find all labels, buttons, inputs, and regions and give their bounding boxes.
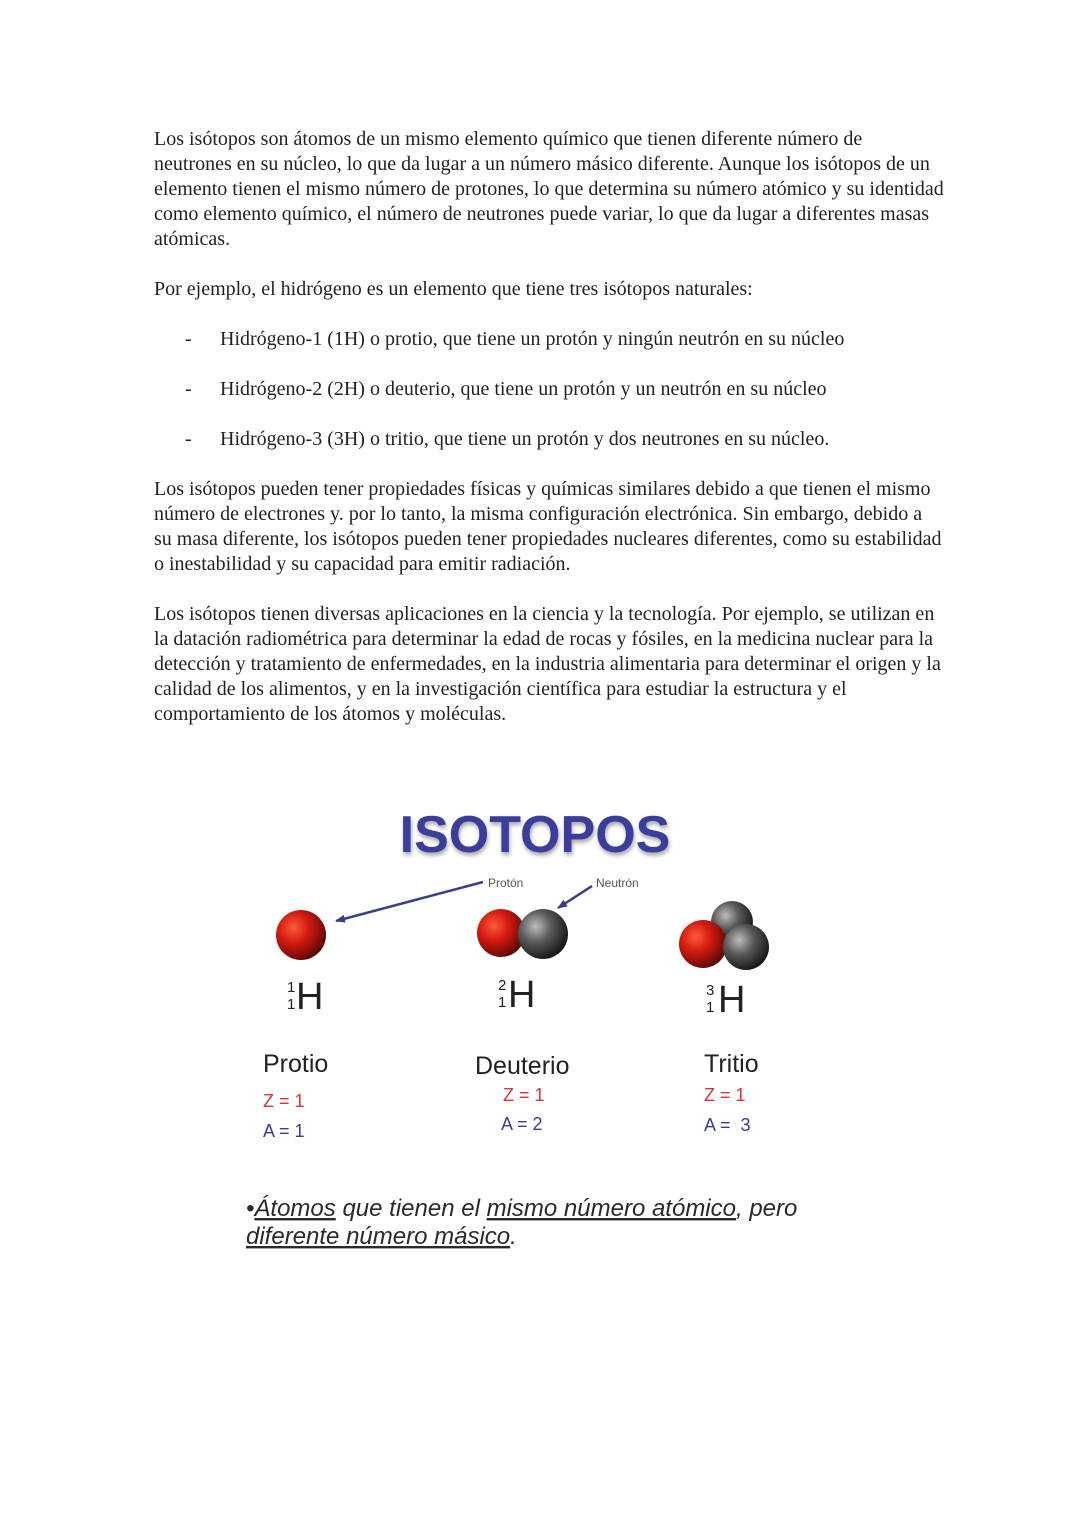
tritium-neutron-bottom	[723, 924, 769, 970]
deuterium-neutron	[518, 909, 568, 959]
list-item	[154, 327, 944, 352]
tritium-proton	[679, 920, 727, 968]
applications-paragraph: Los isótopos tienen diversas aplicaciones en la ciencia y la tecnología. Por ejemplo, se utilizan en la datación radiométrica para determinar la edad de rocas y fósiles, en la medicina nuclear para la detección y tratamiento de enfermedades, en la industria alimentaria para determinar el origen y la calidad de los alimentos, y en la investigación científica para estudiar la estructura y el comportamiento de los átomos y moléculas.	[154, 603, 941, 725]
list-item	[154, 427, 944, 452]
deuterio-name: Deuterio	[475, 1052, 570, 1080]
isotopes-figure	[240, 790, 860, 1260]
neutron-arrow	[558, 886, 592, 908]
list-dash: -	[185, 428, 192, 450]
body-text	[154, 127, 944, 752]
tritio-symbol: H	[718, 979, 746, 1021]
figure-caption-line2	[246, 1223, 517, 1250]
list-item	[154, 377, 944, 402]
list-dash: -	[185, 378, 192, 400]
proton-label: Protón	[488, 876, 524, 890]
protium-proton	[276, 910, 326, 960]
protio-mass-number: 1	[287, 979, 296, 996]
tritio-name: Tritio	[704, 1050, 759, 1078]
protio-symbol: H	[296, 976, 324, 1018]
protio-name: Protio	[263, 1050, 329, 1078]
list-item-text: Hidrógeno-3 (3H) o tritio, que tiene un protón y dos neutrones en su núcleo.	[220, 428, 830, 450]
caption-mass-number: diferente número másico	[246, 1223, 511, 1250]
list-dash: -	[185, 328, 192, 350]
protio-z: Z = 1	[263, 1091, 305, 1111]
deuterio-mass-number: 2	[498, 977, 507, 994]
list-item-text: Hidrógeno-2 (2H) o deuterio, que tiene un protón y un neutrón en su núcleo	[220, 378, 827, 400]
deuterio-symbol: H	[508, 974, 536, 1016]
isotopes-diagram	[240, 790, 860, 1260]
figure-caption-line1	[246, 1195, 797, 1222]
protio-column	[263, 976, 328, 1141]
properties-paragraph: Los isótopos pueden tener propiedades físicas y químicas similares debido a que tienen el mismo número de electrones y. por lo tanto, la misma configuración electrónica. Sin embargo, debido a su masa diferente, los isótopos pueden tener propiedades nucleares diferentes, como su estabilidad o inestabilidad y su capacidad para emitir radiación.	[154, 478, 942, 575]
deuterio-a: A = 2	[501, 1114, 543, 1134]
proton-arrow	[336, 882, 483, 921]
intro-paragraph: Los isótopos son átomos de un mismo elemento químico que tienen diferente número de neutrones en su núcleo, lo que da lugar a un número másico diferente. Aunque los isótopos de un elemento tienen el mismo número de protones, lo que determina su número atómico y su identidad como elemento químico, el número de neutrones puede variar, lo que da lugar a diferentes masas atómicas.	[154, 128, 944, 250]
tritio-column	[704, 979, 759, 1135]
neutron-label: Neutrón	[596, 876, 639, 890]
deuterio-atomic-number: 1	[498, 994, 507, 1011]
tritio-a: A = 3	[704, 1115, 751, 1135]
deuterio-column	[475, 974, 570, 1134]
caption-bullet: •	[246, 1195, 255, 1222]
caption-atoms: Átomos	[254, 1195, 336, 1222]
tritio-mass-number: 3	[706, 982, 715, 999]
caption-text: , pero	[736, 1195, 798, 1222]
isotope-list	[154, 327, 944, 452]
caption-atomic-number: mismo número atómico	[486, 1195, 736, 1222]
tritio-z: Z = 1	[704, 1085, 746, 1105]
figure-title: ISOTOPOS	[399, 806, 671, 864]
caption-text: que tienen el	[335, 1195, 487, 1222]
protio-atomic-number: 1	[287, 996, 296, 1013]
example-intro: Por ejemplo, el hidrógeno es un elemento que tiene tres isótopos naturales:	[154, 278, 753, 300]
caption-period: .	[510, 1223, 517, 1250]
deuterium-proton	[477, 909, 525, 957]
list-item-text: Hidrógeno-1 (1H) o protio, que tiene un protón y ningún neutrón en su núcleo	[220, 328, 845, 350]
protio-a: A = 1	[263, 1121, 305, 1141]
deuterio-z: Z = 1	[503, 1085, 545, 1105]
tritio-atomic-number: 1	[706, 999, 715, 1016]
